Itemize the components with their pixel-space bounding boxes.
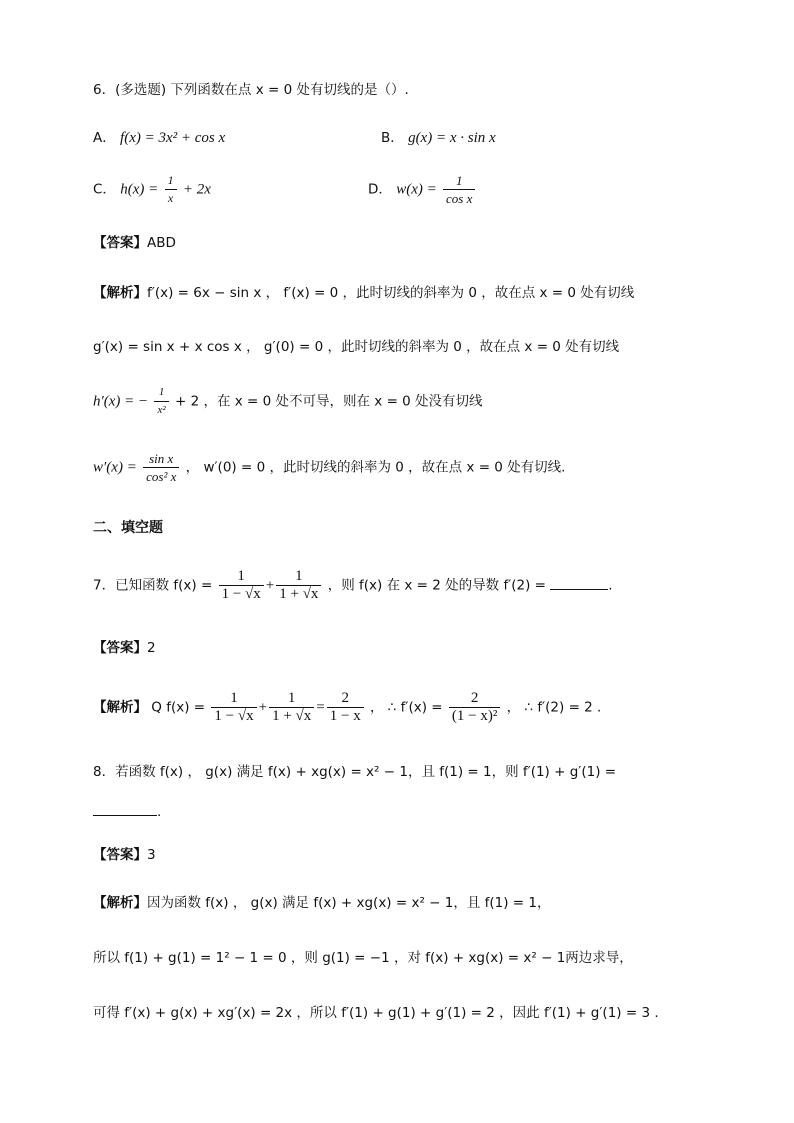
q6-analysis-line1	[93, 283, 634, 303]
q7-answer	[93, 638, 156, 658]
fraction-denominator: (1 − x)²	[451, 708, 498, 724]
q6-analysis-line4	[93, 450, 565, 485]
q8-answer	[93, 845, 156, 865]
plus-sign: +	[258, 699, 268, 716]
fraction-denominator: x²	[157, 404, 166, 416]
fraction-denominator: x	[167, 191, 174, 205]
analysis-fraction-3	[327, 690, 364, 725]
option-c-fraction	[165, 172, 177, 207]
analysis-pre: Q f(x) =	[151, 699, 206, 716]
q8-stem-line1: 8．若函数 f(x) ， g(x) 满足 f(x) + xg(x) = x² − 1，且 f(1) = 1，则 f′(1) + g′(1) =	[93, 764, 617, 780]
option-b-formula: g(x) = x · sin x	[408, 130, 496, 146]
answer-label: 【答案】	[93, 847, 147, 863]
analysis-label: 【解析】	[93, 285, 147, 301]
line3-fraction	[154, 384, 168, 419]
q8-stem-line2	[93, 801, 161, 822]
line4-fraction	[143, 450, 179, 485]
line4-lhs: w′(x) =	[93, 459, 137, 476]
fraction-numerator: 1	[154, 384, 168, 402]
fraction-numerator: 1	[219, 568, 264, 586]
option-d-label: D．	[368, 181, 392, 198]
answer-blank[interactable]	[550, 575, 608, 590]
fraction-numerator: 1	[269, 690, 314, 708]
analysis-fraction-1	[211, 690, 256, 725]
q6-analysis-line3	[93, 384, 483, 419]
q8-analysis-line3: 可得 f′(x) + g(x) + xg′(x) = 2x ，所以 f′(1) + g(1) + g′(1) = 2 ，因此 f′(1) + g′(1) = 3 .	[93, 1005, 659, 1021]
fraction-numerator: 1	[443, 172, 475, 190]
fraction-numerator: sin x	[143, 450, 179, 468]
fraction-denominator: 1 − x	[329, 708, 361, 724]
q6-stem: 6．(多选题) 下列函数在点 x = 0 处有切线的是（）.	[93, 82, 409, 98]
q8-analysis-line2: 所以 f(1) + g(1) = 1² − 1 = 0 ，则 g(1) = −1 ，对 f(x) + xg(x) = x² − 1两边求导，	[93, 950, 633, 966]
q6-option-b	[381, 128, 496, 148]
option-a-formula: f(x) = 3x² + cos x	[120, 130, 226, 146]
option-b-label: B．	[381, 130, 404, 146]
answer-value: ABD	[147, 235, 176, 251]
equals-sign: =	[316, 699, 325, 716]
option-c-rhs: + 2x	[182, 181, 211, 198]
q7-stem-post: ，则 f(x) 在 x = 2 处的导数 f′(2) =	[327, 577, 546, 594]
section-title: 二、填空题	[93, 520, 163, 536]
analysis-text: f′(x) = 6x − sin x ， f′(x) = 0 ，此时切线的斜率为 0 ，故在点 x = 0 处有切线	[147, 285, 635, 301]
plus-sign: +	[265, 577, 275, 594]
answer-blank[interactable]	[93, 801, 157, 816]
analysis-post: ， ∴ f′(2) = 2 .	[506, 699, 602, 716]
q8-stem-end: .	[157, 804, 162, 820]
option-c-label: C．	[93, 181, 116, 198]
fraction-denominator: cos² x	[146, 469, 177, 484]
q6-option-a	[93, 128, 225, 148]
q8-analysis-line1	[93, 893, 551, 913]
answer-label: 【答案】	[93, 235, 147, 251]
answer-label: 【答案】	[93, 640, 147, 656]
line3-lhs: h′(x) = −	[93, 393, 149, 410]
q7-stem-end: .	[608, 577, 613, 594]
analysis-mid: ， ∴ f′(x) =	[370, 699, 443, 716]
fraction-denominator: 1 − √x	[221, 586, 261, 602]
fraction-numerator: 1	[276, 568, 321, 586]
q6-option-c	[93, 172, 211, 207]
option-a-label: A．	[93, 130, 116, 146]
line3-rhs: + 2 ，在 x = 0 处不可导，则在 x = 0 处没有切线	[174, 393, 483, 410]
q6-analysis-line2: g′(x) = sin x + x cos x ， g′(0) = 0 ，此时切线的斜率为 0 ，故在点 x = 0 处有切线	[93, 339, 620, 355]
option-c-lhs: h(x) =	[120, 181, 159, 198]
fraction-numerator: 2	[449, 690, 500, 708]
q6-answer	[93, 233, 176, 253]
answer-value: 2	[147, 640, 156, 656]
fraction-numerator: 1	[211, 690, 256, 708]
q7-stem-pre: 7．已知函数 f(x) =	[93, 577, 213, 594]
line4-rhs: ， w′(0) = 0 ，此时切线的斜率为 0 ，故在点 x = 0 处有切线.	[185, 459, 566, 476]
analysis-label: 【解析】	[93, 699, 147, 716]
option-d-fraction	[443, 172, 475, 207]
fraction-numerator: 1	[165, 172, 177, 190]
q6-option-d	[368, 172, 477, 207]
q7-fraction-2	[276, 568, 321, 603]
q7-fraction-1	[219, 568, 264, 603]
analysis-label: 【解析】	[93, 895, 147, 911]
analysis-fraction-2	[269, 690, 314, 725]
fraction-denominator: 1 + √x	[279, 586, 319, 602]
analysis-text: 因为函数 f(x) ， g(x) 满足 f(x) + xg(x) = x² − 1，且 f(1) = 1，	[147, 895, 551, 911]
q7-stem	[93, 568, 613, 603]
analysis-fraction-4	[449, 690, 500, 725]
fraction-denominator: 1 − √x	[214, 708, 254, 724]
q7-analysis	[93, 690, 601, 725]
fraction-denominator: 1 + √x	[272, 708, 312, 724]
fraction-denominator: cos x	[446, 191, 473, 206]
answer-value: 3	[147, 847, 156, 863]
fraction-numerator: 2	[327, 690, 364, 708]
option-d-lhs: w(x) =	[396, 181, 437, 198]
